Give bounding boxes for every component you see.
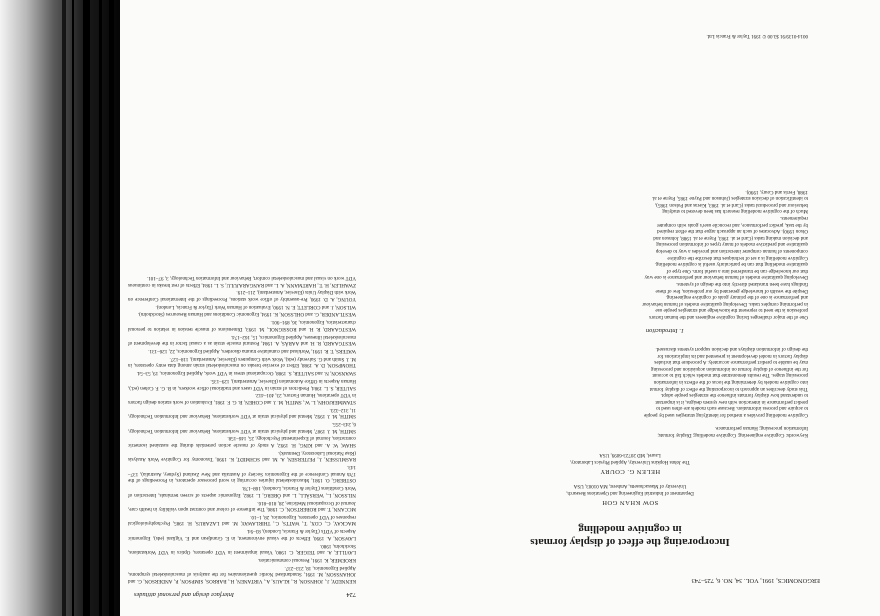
- title-line-2: in cognitive modelling: [578, 523, 682, 535]
- body-line-11: components of human computer interaction and provides a way to develop: [655, 248, 808, 255]
- abstract: [468, 345, 808, 418]
- reference-entry-17: WATERS, T. R. 1991, Workload and cumulative trauma disorders, Applied Ergonomics, 22, 126–131.: [148, 348, 356, 354]
- abstract-line-11: the design of information displays and decision support systems discussed.: [655, 346, 808, 353]
- abstract-line-7: processing stages. The results demonstrate that models which fail to account: [652, 372, 808, 379]
- spine-stripe-5: [62, 0, 66, 616]
- copyright-footer: 0014-0139/91 $3.00 © 1991 Taylor & Francis Ltd.: [706, 33, 808, 38]
- reference-entry-16: THOMPSON, D. A. 1988, Effect of exercise breaks on musculoskeletal strain among data entry operators, in M. J. Smith and G. Salvendy (eds), Work with Computers (Elsevier, Amsterdam), 118–127.: [128, 355, 356, 369]
- reference-entry-15: SWANSON, N. and SAUTER, S. 1988, Occupational stress in VDT work, Applied Ergonomics, 19, 53–54.: [136, 370, 356, 377]
- section-heading-introduction: 1. Introduction: [645, 327, 684, 334]
- reference-entry-5: MACKAY, C., COX, T., WATTS, C., THIRLAWAY, M. and LAZARUS, H. 1985, Psychophysiological responses of VDT operators, Ergonomics, 28, 1–10.: [128, 513, 356, 527]
- keywords-line-1: Keywords: Cognitive engineering; Cognitive modelling; Display formats;: [657, 432, 808, 438]
- body-line-5: Despite the wealth of knowledge generated by our profession, few of these: [655, 287, 808, 294]
- abstract-line-2: to acquire and process information. Because such models are often used to: [656, 405, 808, 412]
- reference-entry-4: LAWSON, A. 1990, Effects of the visual environment, in E. Grandjean and E. Vigliani (eds), Ergonomic Aspects of VDTs (Taylor & Francis, London), 83–94.: [128, 528, 356, 541]
- body-line-9: qualitative modelling that can be particularly useful is cognitive modelling.: [654, 261, 808, 268]
- body-line-19: to identification of decision strategies (Johnson and Payne 1985, Payne et al.: [651, 195, 808, 202]
- references-page: [0, 0, 384, 616]
- reference-entry-10: SHAW, W. A. and KING, H. 1992, A study of muscle action potentials during the sustained isometric contraction, Journal of Experimental Psychology, 25, 146–158.: [128, 435, 356, 449]
- abstract-line-6: into cognitive models by determining the locus of the effects in information: [653, 379, 808, 386]
- affiliation-1-line-1: Department of Industrial Engineering and Operations Research,: [566, 490, 694, 495]
- abstract-line-4: to understand how display formats influence the strategies people adopt.: [660, 392, 808, 399]
- abstract-line-10: display factors in model development is presented and its implications for: [657, 352, 808, 359]
- abstract-line-8: for the influence of display format on information acquisition and processing: [650, 365, 808, 372]
- page-number: 724: [346, 591, 356, 598]
- body-line-8: that our knowledge can be transferred into a useful form. One type of: [666, 267, 808, 274]
- reference-entry-21: WILSON, J. and CORLETT, E. N. 1990, Evaluation of Human Work (Taylor & Francis, London).: [155, 303, 356, 310]
- body-line-6: findings have been translated directly into the design of systems.: [676, 281, 808, 288]
- spine-stripe-4: [72, 0, 74, 616]
- reference-entry-9: RASMUSSEN, J., PEJTERSEN, A. M. and SCHMIDT, K. 1990, Taxonomy for Cognitive Work Analysis (Risø National Laboratory, Denmark).: [128, 449, 356, 463]
- title-line-1: Incorporating the effect of display formats: [530, 536, 730, 548]
- body-line-18: behaviour and procedural tasks (Card et al. 1983, Kieras and Polson 1985),: [654, 201, 808, 208]
- page-running-header: Interface design and personal attitudes: [133, 591, 234, 598]
- body-line-2: profession is the need to represent the knowledge and strategies people use: [655, 307, 808, 314]
- reference-entry-8: OSTBERG, O. 1981, Musculoskeletal injuries occurring in word processor operators, in Proceedings of the 17th Annual Conference of the Ergonomics Society of Australia and New Zealand (Sydney, Australia), 137–143.: [128, 464, 356, 484]
- book-spine-shadow: [0, 0, 120, 616]
- introduction-body: [468, 188, 808, 320]
- reference-entry-19: WESTGAARD, R. H. and ROSSIGNOL, M. 1993, Dimensions of muscle tension in relation to personal characteristics, Ergonomics, 36, 891–901.: [128, 319, 356, 332]
- body-line-14: Olson 1990). Advocates of such an approach argue that the effort required: [657, 228, 808, 235]
- keywords: [468, 425, 808, 438]
- article-first-page: [384, 0, 880, 616]
- body-line-13: and decision making tasks (Card et al. 1983, Payne et al. 1988, Johnson and: [653, 234, 808, 241]
- author-2: HELEN G. COURY: [599, 468, 661, 475]
- reference-list: [128, 273, 356, 584]
- gutter-gradient: [0, 0, 120, 616]
- spine-stripe-3: [83, 0, 90, 616]
- abstract-line-9: may be unable to predict performance accurately. A procedure that includes: [654, 359, 808, 366]
- reference-entry-22: YOUNG, A. D. 1990, Pre-assembly of office work stations, Proceedings of the International Conference on Work with Display Units (Elsevier, Amsterdam), 211–219.: [128, 289, 356, 302]
- reference-entry-20: WESTLANDER, G. and OHLSSON, K. 1994, Ergonomic Conditions and Human Resources (Stockholm).: [137, 311, 356, 318]
- reference-entry-1: KENNEDY, J., JOHNSON, R., KLAUS, A., VIRTANEN, H., BARROS, SIMPSON, P., ANDERSON, G. and JOHANSSON, M. 1991, Standardised Nordic questionnaires for the analysis of musculoskeletal symptoms, Applied Ergonomics, 18, 233–237.: [128, 564, 356, 584]
- reference-entry-13: STAMMERJOHN, L. W., SMITH, M. J. and COHEN, B. G. F. 1981, Evaluation of work station design factors in VDT operations, Human Factors, 23, 401–412.: [128, 392, 356, 405]
- abstract-line-1: Cognitive modelling provides a method for identifying strategies used by people: [643, 412, 808, 418]
- affiliation-2: [510, 451, 750, 464]
- author-1: SOW KHAN GOH: [601, 499, 659, 506]
- affiliation-2-line-1: The Johns Hopkins University, Applied Physics Laboratory,: [570, 459, 690, 464]
- keywords-line-2: Information processing; Human performance.: [714, 425, 808, 432]
- body-line-17: Much of the cognitive modelling research has been devoted to studying: [662, 208, 808, 215]
- body-line-16: requirements.: [780, 215, 808, 222]
- body-line-15: by the task, predict performance, and reconcile user's goals with computer: [656, 221, 808, 228]
- body-line-12: qualitative and predictive models of many types of information processing: [656, 241, 808, 248]
- affiliation-1: [510, 482, 750, 495]
- reference-entry-7: NILSSON, L., WERSÄLL, L. and ÖBERG, L. 1982, Ergonomic aspects of screen terminals, Interaction of Work Conditions (Taylor & Francis, London), 168–178.: [128, 485, 356, 498]
- spine-stripe-1: [109, 0, 114, 616]
- reference-entry-14: SAUTER, S. L. 1984, Predictors of strain in VDT users and traditional office workers, in B. G. F. Cohen (ed.), Human Aspects in Office Automation (Elsevier, Amsterdam), 129–135.: [128, 377, 356, 391]
- reference-entry-11: SMITH, M. J. 1987, Mental and physical strain at VDT workstations, Behaviour and Information Technology, 6, 243–255.: [128, 421, 356, 434]
- body-line-20: 1988, Ferris and Coury, 1990).: [745, 188, 808, 195]
- affiliation-2-line-2: Laurel, MD 20723-6099, USA: [599, 452, 661, 458]
- affiliation-1-line-2: University of Massachusetts, Amherst, MA 01003, USA: [573, 483, 687, 489]
- abstract-line-3: predict performance in interaction with new system designs, it is important: [655, 398, 808, 405]
- spine-stripe-2: [99, 0, 102, 616]
- article-title: [450, 522, 810, 548]
- body-line-3: in performing complex tasks. Developing qualitative models of human behaviour: [642, 300, 808, 307]
- body-line-1: One of the major challenges facing cognitive engineers and the human factors: [649, 314, 808, 320]
- reference-entry-3: LAVILLE, A. and TEIGER, C. 1980, Visual impairment in VDT operators, Optics in VDT Workstations, Stockholm, 1980.: [128, 542, 356, 556]
- body-line-7: Developing qualitative models of human behaviour and performance is one way: [644, 274, 808, 281]
- reference-entry-12: SMITH, M. J. 1992, Mental and physical strain at VDT workstations, Behaviour and Information Technology, 11, 312–323.: [128, 406, 356, 420]
- abstract-line-5: This study describes an approach to incorporating the effect of display format: [649, 385, 808, 392]
- reference-entry-2: KROEMER, K. 1991, Personal communication.: [257, 557, 356, 564]
- body-line-10: Cognitive modelling is a set of techniques that describe the cognitive: [667, 254, 808, 261]
- reference-entry-18: WESTGAARD, R. H. and AARÅS, A. 1984, Postural muscle strain as a causal factor in the development of musculoskeletal illnesses, Applied Ergonomics, 15, 162–174.: [128, 333, 356, 347]
- journal-running-header: ERGONOMICS, 1991, VOL. 34, NO. 6, 725–743: [691, 577, 820, 584]
- reference-entry-6: MCCANN, T. and ROBERTSON, C. 1986, The influence of colour and contrast upon visibility in health care, Journal of Occupational Medicine, 28, 810–816.: [128, 499, 356, 513]
- body-line-4: and performance is one of the primary goals of cognitive engineering.: [665, 294, 808, 301]
- reference-entry-23: ZWAHLEN, H. T., HARTMANN, A. L. and RANGARAJULU, S. L. 1984, Effects of rest breaks in continuous VDT work on visual and musculoskeletal comfort, Behaviour and Information Technology, 3, 97–101.: [128, 274, 356, 288]
